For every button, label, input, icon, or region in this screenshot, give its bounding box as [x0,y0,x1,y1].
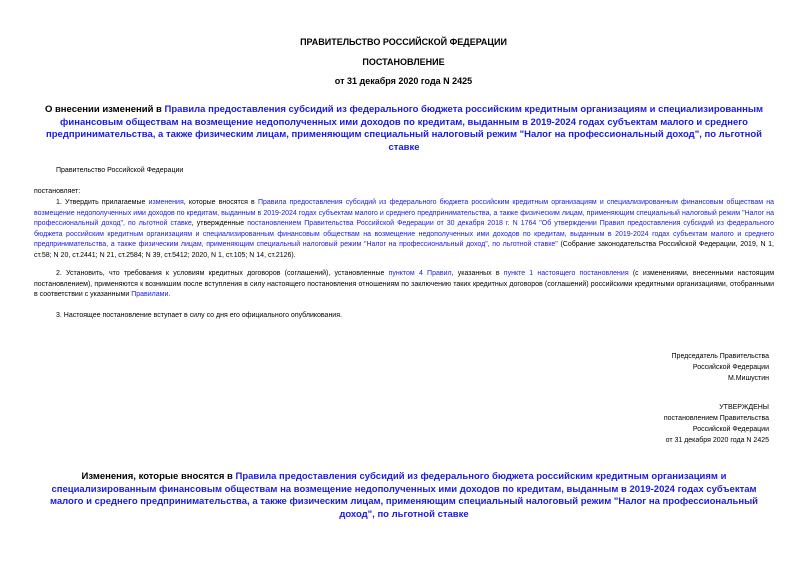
p1-text-b: , которые вносятся в [183,199,258,206]
approved-line-1: постановлением Правительства [663,415,769,422]
changes-link[interactable]: изменения [148,199,184,206]
p2-text-a: 2. Установить, что требования к условиям кредитных договоров (соглашений), установленные [56,270,389,277]
p1-text-d: (Собрание законодательства Российской Федерации, 2019, N 1, ст.58; N 20, ст.2441; N 21, ст.2584; N 39, ст.5412; 2020, N 1, ст.105; N 14, ст.2126). [34,241,774,259]
paragraph-2 [34,269,774,301]
approved-line-3: от 31 декабря 2020 года N 2425 [665,437,769,444]
changes-rules-link[interactable]: Правила предоставления субсидий из федерального бюджета российским кредитным организациям и специализированным финансовым обществам на возмещение недополученных ими доходов по кредитам, выданным в 2019-2024 годах субъектам малого и среднего предпринимательства, а также физическим лицам, применяющим специальный налоговый режим "Налог на профессиональный доход", по льготной ставке [49,471,759,520]
p2-text-d: . [168,291,171,298]
resolves-text: постановляет: [34,188,81,195]
paragraph-3: 3. Настоящее постановление вступает в силу со дня его официального опубликования. [56,312,342,319]
rule-item-4-link[interactable]: пунктом 4 Правил [388,270,452,277]
government-heading: ПРАВИТЕЛЬСТВО РОССИЙСКОЙ ФЕДЕРАЦИИ [300,37,507,47]
p2-text-c: (с изменениями, внесенными настоящим постановлением), применяются к возникшим после вступления в силу настоящего постановления отношениям по заключению таких кредитных договоров (соглашений) российскими кредитными организациями, отобранными в соответствии с указанными [34,270,775,298]
p1-text-c: , утвержденные [191,220,248,227]
resolution-1764-link[interactable]: постановлением Правительства Российской Федерации от 30 декабря 2018 г. N 1764 "Об утверждении Правил предоставления субсидий из федерального бюджета российским кредитным организациям и специализированным финансовым обществам на возмещение недополученных ими доходов по кредитам, выданным в 2019-2024 годах субъектам малого и среднего предпринимательства, а также физическим лицам, применяющим специальный налоговый режим "Налог на профессиональный доход", по льготной ставке" [34,220,774,248]
document-type-heading: ПОСТАНОВЛЕНИЕ [362,57,445,67]
approved-label: УТВЕРЖДЕНЫ [719,404,769,411]
government-rf-text: Правительство Российской Федерации [56,167,184,174]
signature-position-1: Председатель Правительства [671,353,769,360]
title-prefix: О внесении изменений в [44,104,165,115]
date-number-heading: от 31 декабря 2020 года N 2425 [334,76,473,86]
document-title [34,104,774,154]
changes-title-prefix: Изменения, которые вносятся в [81,471,236,482]
rules-link[interactable]: Правила предоставления субсидий из федерального бюджета российским кредитным организациям и специализированным финансовым обществам на возмещение недополученных ими доходов по кредитам, выданным в 2019-2024 годах субъектам малого и среднего предпринимательства, а также физическим лицам, применяющим специальный налоговый режим "Налог на профессиональный доход", по льготной ставке [34,199,774,227]
p2-text-b: , указанных в [451,270,504,277]
paragraph-1 [34,198,774,261]
rules-title-link[interactable]: Правила предоставления субсидий из федерального бюджета российским кредитным организациям и специализированным финансовым обществам на возмещение недополученных ими доходов по кредитам, выданным в 2019-2024 годах субъектам малого и среднего предпринимательства, а также физическим лицам, применяющим специальный налоговый режим "Налог на профессиональный доход", по льготной ставке [46,104,764,153]
approved-line-2: Российской Федерации [692,426,769,433]
signature-position-2: Российской Федерации [692,364,769,371]
rules-ref-link[interactable]: Правилами [131,291,169,298]
changes-title [34,471,774,521]
signature-name: М.Мишустин [727,375,769,382]
p1-text-a: 1. Утвердить прилагаемые [56,199,149,206]
item-1-resolution-link[interactable]: пункте 1 настоящего постановления [503,270,629,277]
